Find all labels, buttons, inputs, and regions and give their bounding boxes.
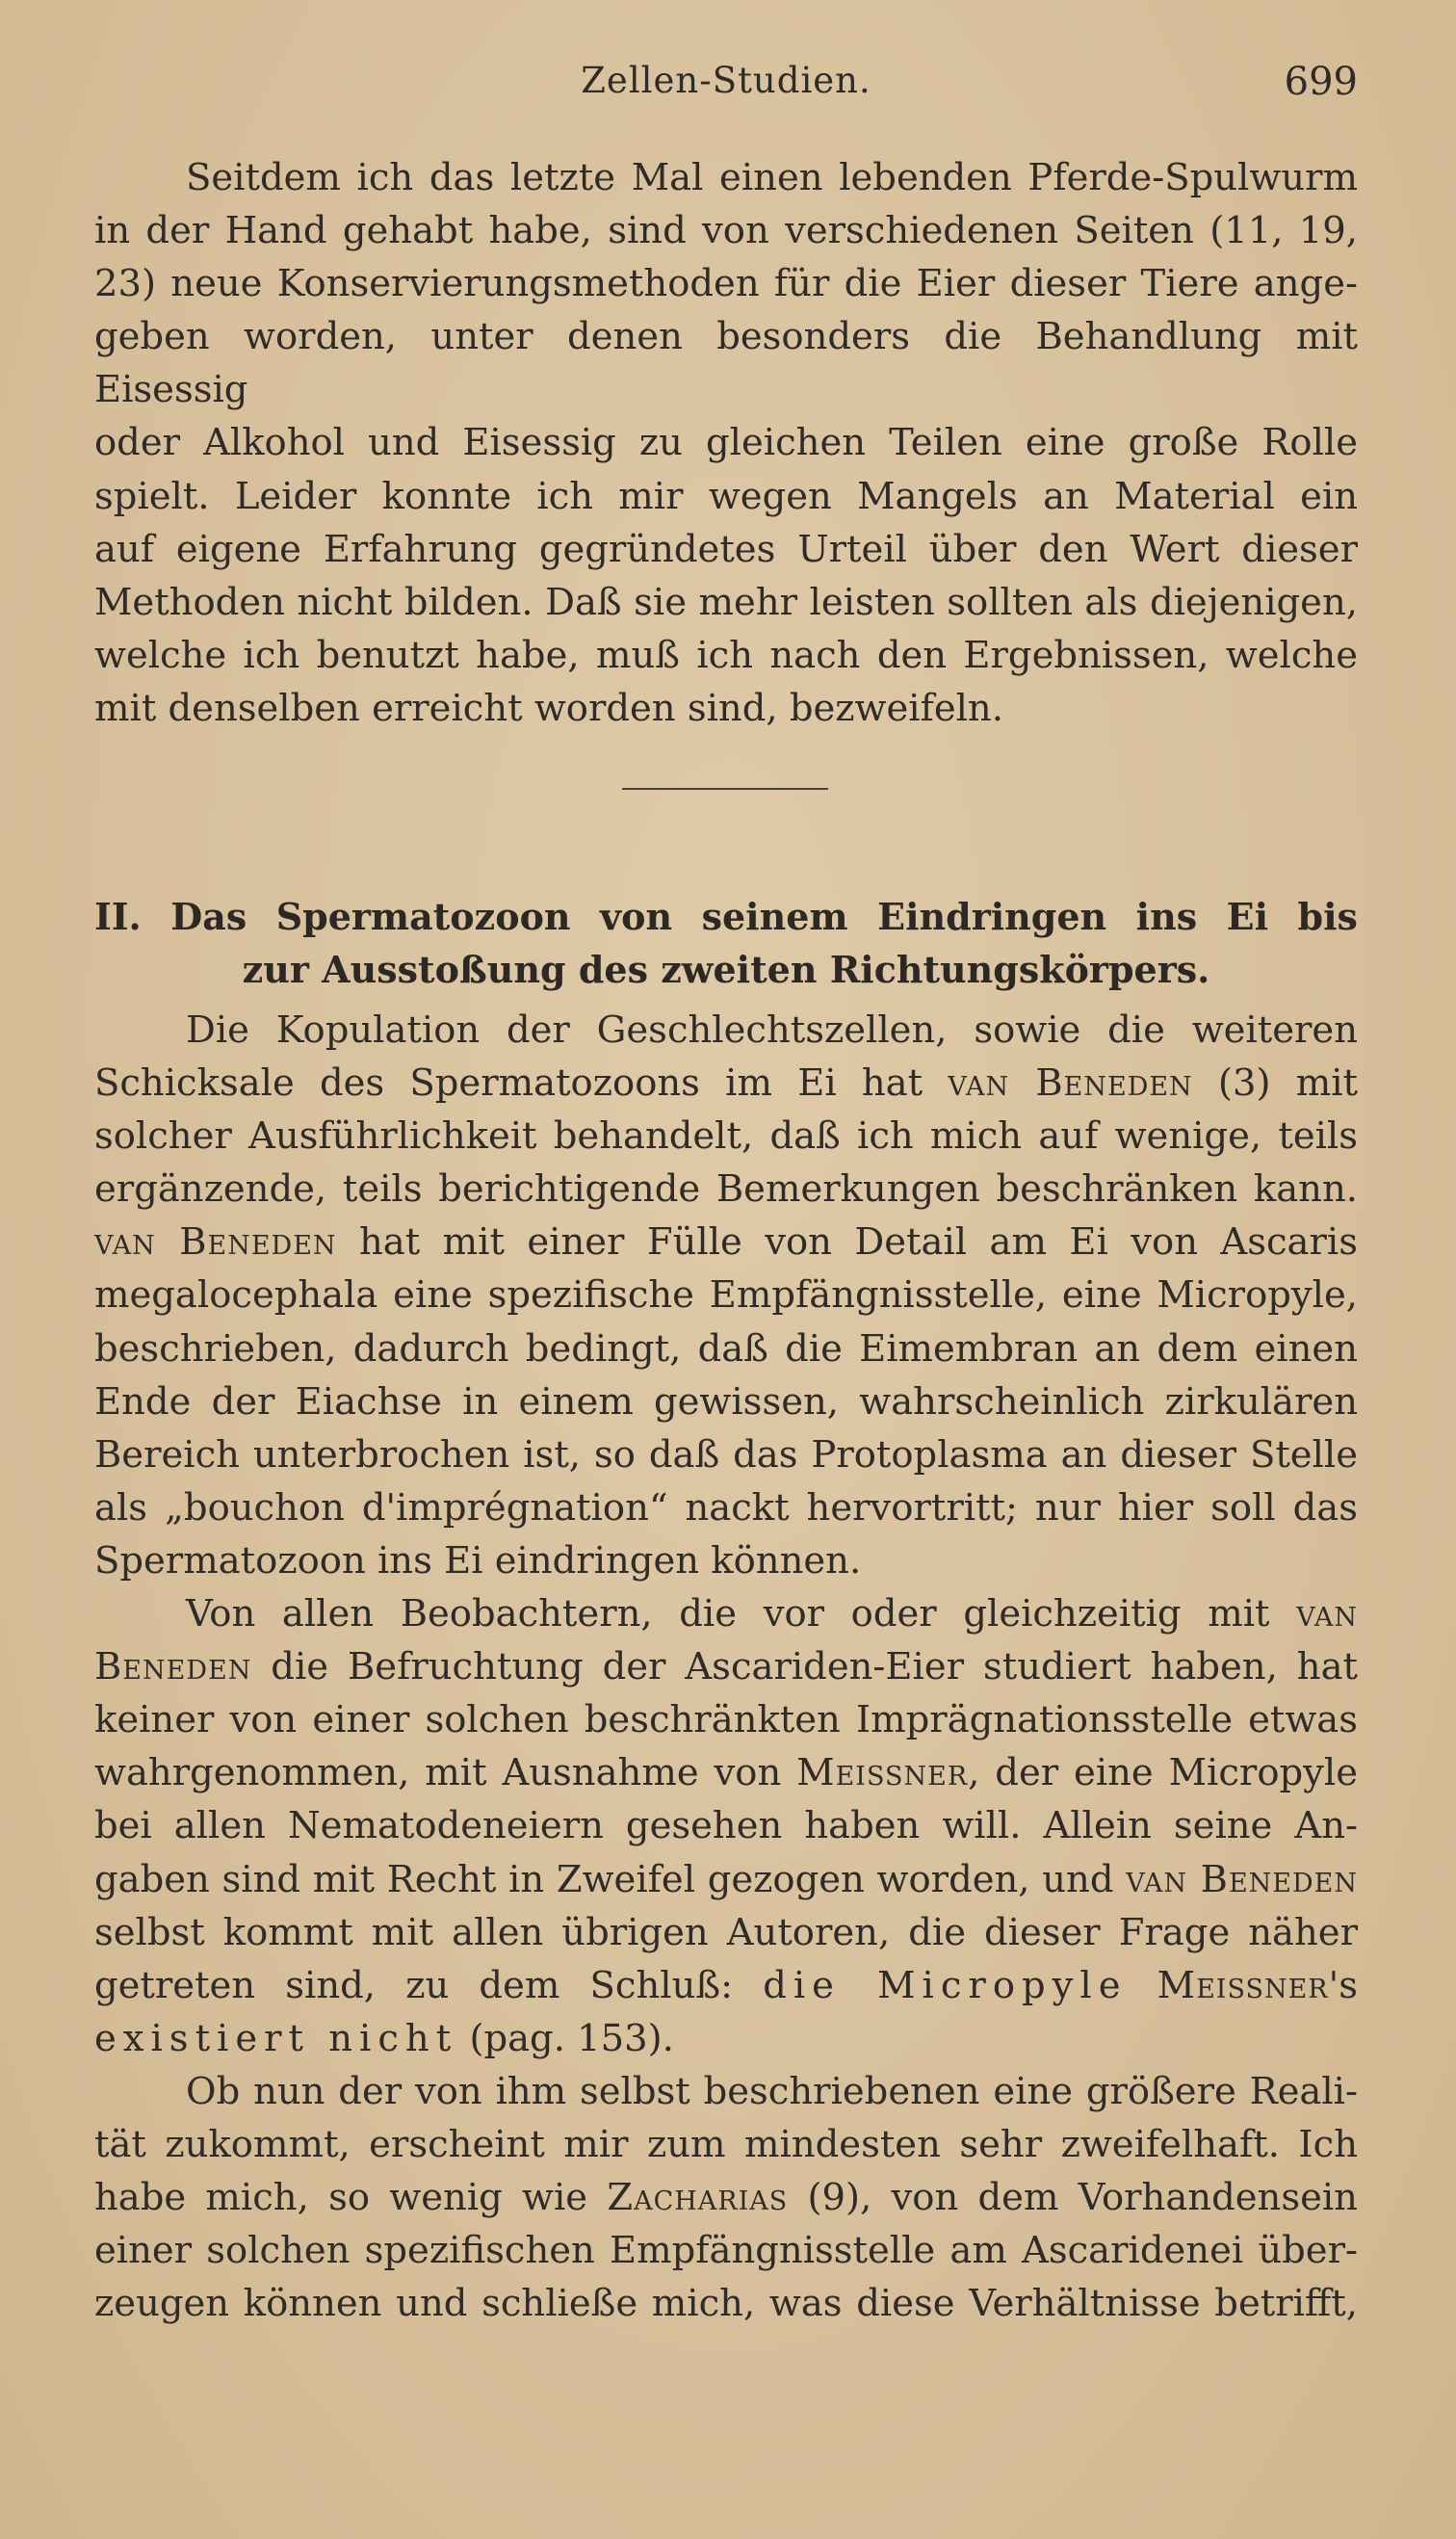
page-number: 699 bbox=[1284, 60, 1358, 104]
text-run: , der eine Micropyle bbox=[968, 1751, 1358, 1795]
text-line: megalocephala eine spezifische Empfängnisstelle, eine Micropyle, bbox=[94, 1273, 1358, 1318]
text-line bbox=[94, 1959, 1358, 2012]
text-line bbox=[94, 1746, 1358, 1799]
text-line: solcher Ausführlichkeit behandelt, daß ich mich auf wenige, teils bbox=[94, 1114, 1358, 1159]
text-run: Von allen Beobachtern, die vor oder gleichzeitig mit bbox=[186, 1592, 1297, 1636]
text-run: gaben sind mit Recht in Zweifel gezogen worden, und bbox=[94, 1857, 1127, 1901]
text-line: geben worden, unter denen besonders die Behandlung mit Eisessig bbox=[94, 315, 1358, 412]
text-run: getreten sind, zu dem Schluß: bbox=[94, 1963, 764, 2007]
text-line bbox=[94, 1640, 1358, 1693]
section-divider bbox=[622, 788, 828, 790]
text-run: Schicksale des Spermatozoons im Ei hat bbox=[94, 1061, 949, 1106]
text-line bbox=[94, 2012, 1358, 2065]
text-line: bei allen Nematodeneiern gesehen haben will. Allein seine An- bbox=[94, 1804, 1358, 1848]
text-line: Spermatozoon ins Ei eindringen können. bbox=[94, 1538, 862, 1583]
text-line: Ende der Eiachse in einem gewissen, wahrscheinlich zirkulären bbox=[94, 1379, 1358, 1424]
author-name: van Beneden bbox=[94, 1220, 337, 1265]
author-name: van bbox=[1296, 1592, 1358, 1636]
author-name: van Beneden bbox=[948, 1061, 1193, 1106]
text-run: (3) mit bbox=[1192, 1061, 1358, 1106]
text-line: tät zukommt, erscheint mir zum mindesten sehr zweifelhaft. Ich bbox=[94, 2122, 1358, 2166]
text-line: Die Kopulation der Geschlechtszellen, sowie die weiteren bbox=[186, 1008, 1358, 1052]
text-line: Seitdem ich das letzte Mal einen lebenden Pferde-Spulwurm bbox=[186, 156, 1358, 199]
text-line: zeugen können und schließe mich, was diese Verhältnisse betrifft, bbox=[94, 2282, 1358, 2326]
running-head bbox=[94, 60, 1358, 118]
text-line: Methoden nicht bilden. Daß sie mehr leisten sollten als diejenigen, bbox=[94, 580, 1358, 624]
text-run: (pag. 153). bbox=[457, 2016, 674, 2060]
heading-word: Eindringen bbox=[877, 895, 1107, 938]
author-name: Beneden bbox=[94, 1645, 252, 1689]
author-name: van Beneden bbox=[1126, 1857, 1358, 1901]
heading-line-1 bbox=[94, 890, 1358, 943]
heading-word: Das bbox=[170, 895, 247, 938]
text-line: 23) neue Konservierungsmethoden für die Eier dieser Tiere ange- bbox=[94, 262, 1358, 306]
text-line: Ob nun der von ihm selbst beschriebenen eine größere Reali- bbox=[186, 2069, 1358, 2113]
text-line: Bereich unterbrochen ist, so daß das Protoplasma an dieser Stelle bbox=[94, 1432, 1358, 1477]
heading-word: seinem bbox=[701, 895, 848, 938]
text-line: spielt. Leider konnte ich mir wegen Mangels an Material ein bbox=[94, 474, 1358, 518]
text-run: 's bbox=[1328, 1963, 1358, 2007]
text-line: ergänzende, teils berichtigende Bemerkungen beschränken kann. bbox=[94, 1167, 1358, 1212]
heading-word: Ei bbox=[1226, 895, 1269, 938]
emphasized-text: die Micropyle bbox=[763, 1963, 1128, 2007]
section-heading bbox=[94, 890, 1358, 996]
section-number: II. bbox=[94, 895, 142, 938]
heading-word: Spermatozoon bbox=[275, 895, 571, 938]
text-run: hat mit einer Fülle von Detail am Ei von Ascaris bbox=[336, 1220, 1358, 1265]
text-line bbox=[94, 2171, 1358, 2224]
text-line bbox=[94, 1216, 1358, 1269]
running-title: Zellen-Studien. bbox=[581, 60, 871, 101]
text-line: in der Hand gehabt habe, sind von verschiedenen Seiten (11, 19, bbox=[94, 209, 1358, 253]
author-name: Meissner bbox=[1157, 1963, 1329, 2007]
author-name: Zacharias bbox=[607, 2176, 789, 2220]
text-line: welche ich benutzt habe, muß ich nach den Ergebnissen, welche bbox=[94, 633, 1358, 677]
text-line: beschrieben, dadurch bedingt, daß die Eimembran an dem einen bbox=[94, 1326, 1358, 1371]
intro-paragraph bbox=[94, 151, 1358, 735]
heading-word: von bbox=[600, 895, 673, 938]
text-line: oder Alkohol und Eisessig zu gleichen Teilen eine große Rolle bbox=[94, 421, 1358, 465]
text-line bbox=[94, 1057, 1358, 1110]
author-name: Meissner bbox=[796, 1751, 969, 1795]
text-line: mit denselben erreicht worden sind, bezweifeln. bbox=[94, 686, 1003, 730]
text-line: keiner von einer solchen beschränkten Imprägnationsstelle etwas bbox=[94, 1698, 1358, 1742]
heading-word: ins bbox=[1135, 895, 1198, 938]
text-run: die Befruchtung der Ascariden-Eier studiert haben, hat bbox=[251, 1645, 1358, 1689]
section-body bbox=[94, 1004, 1358, 2330]
text-run: (9), von dem Vorhandensein bbox=[788, 2176, 1358, 2220]
text-line: selbst kommt mit allen übrigen Autoren, die dieser Frage näher bbox=[94, 1910, 1358, 1954]
text-run: habe mich, so wenig wie bbox=[94, 2176, 608, 2220]
text-line: als „bouchon d'imprégnation“ nackt hervortritt; nur hier soll das bbox=[94, 1485, 1358, 1530]
emphasized-text: existiert nicht bbox=[94, 2016, 458, 2060]
text-line: auf eigene Erfahrung gegründetes Urteil über den Wert dieser bbox=[94, 527, 1358, 571]
text-line: einer solchen spezifischen Empfängnisstelle am Ascaridenei über- bbox=[94, 2229, 1358, 2273]
text-run: wahrgenommen, mit Ausnahme von bbox=[94, 1751, 797, 1795]
heading-word: bis bbox=[1297, 895, 1358, 938]
heading-line-2: zur Ausstoßung des zweiten Richtungskörpers. bbox=[242, 948, 1210, 991]
text-line bbox=[94, 1587, 1358, 1640]
text-line bbox=[94, 1853, 1358, 1906]
